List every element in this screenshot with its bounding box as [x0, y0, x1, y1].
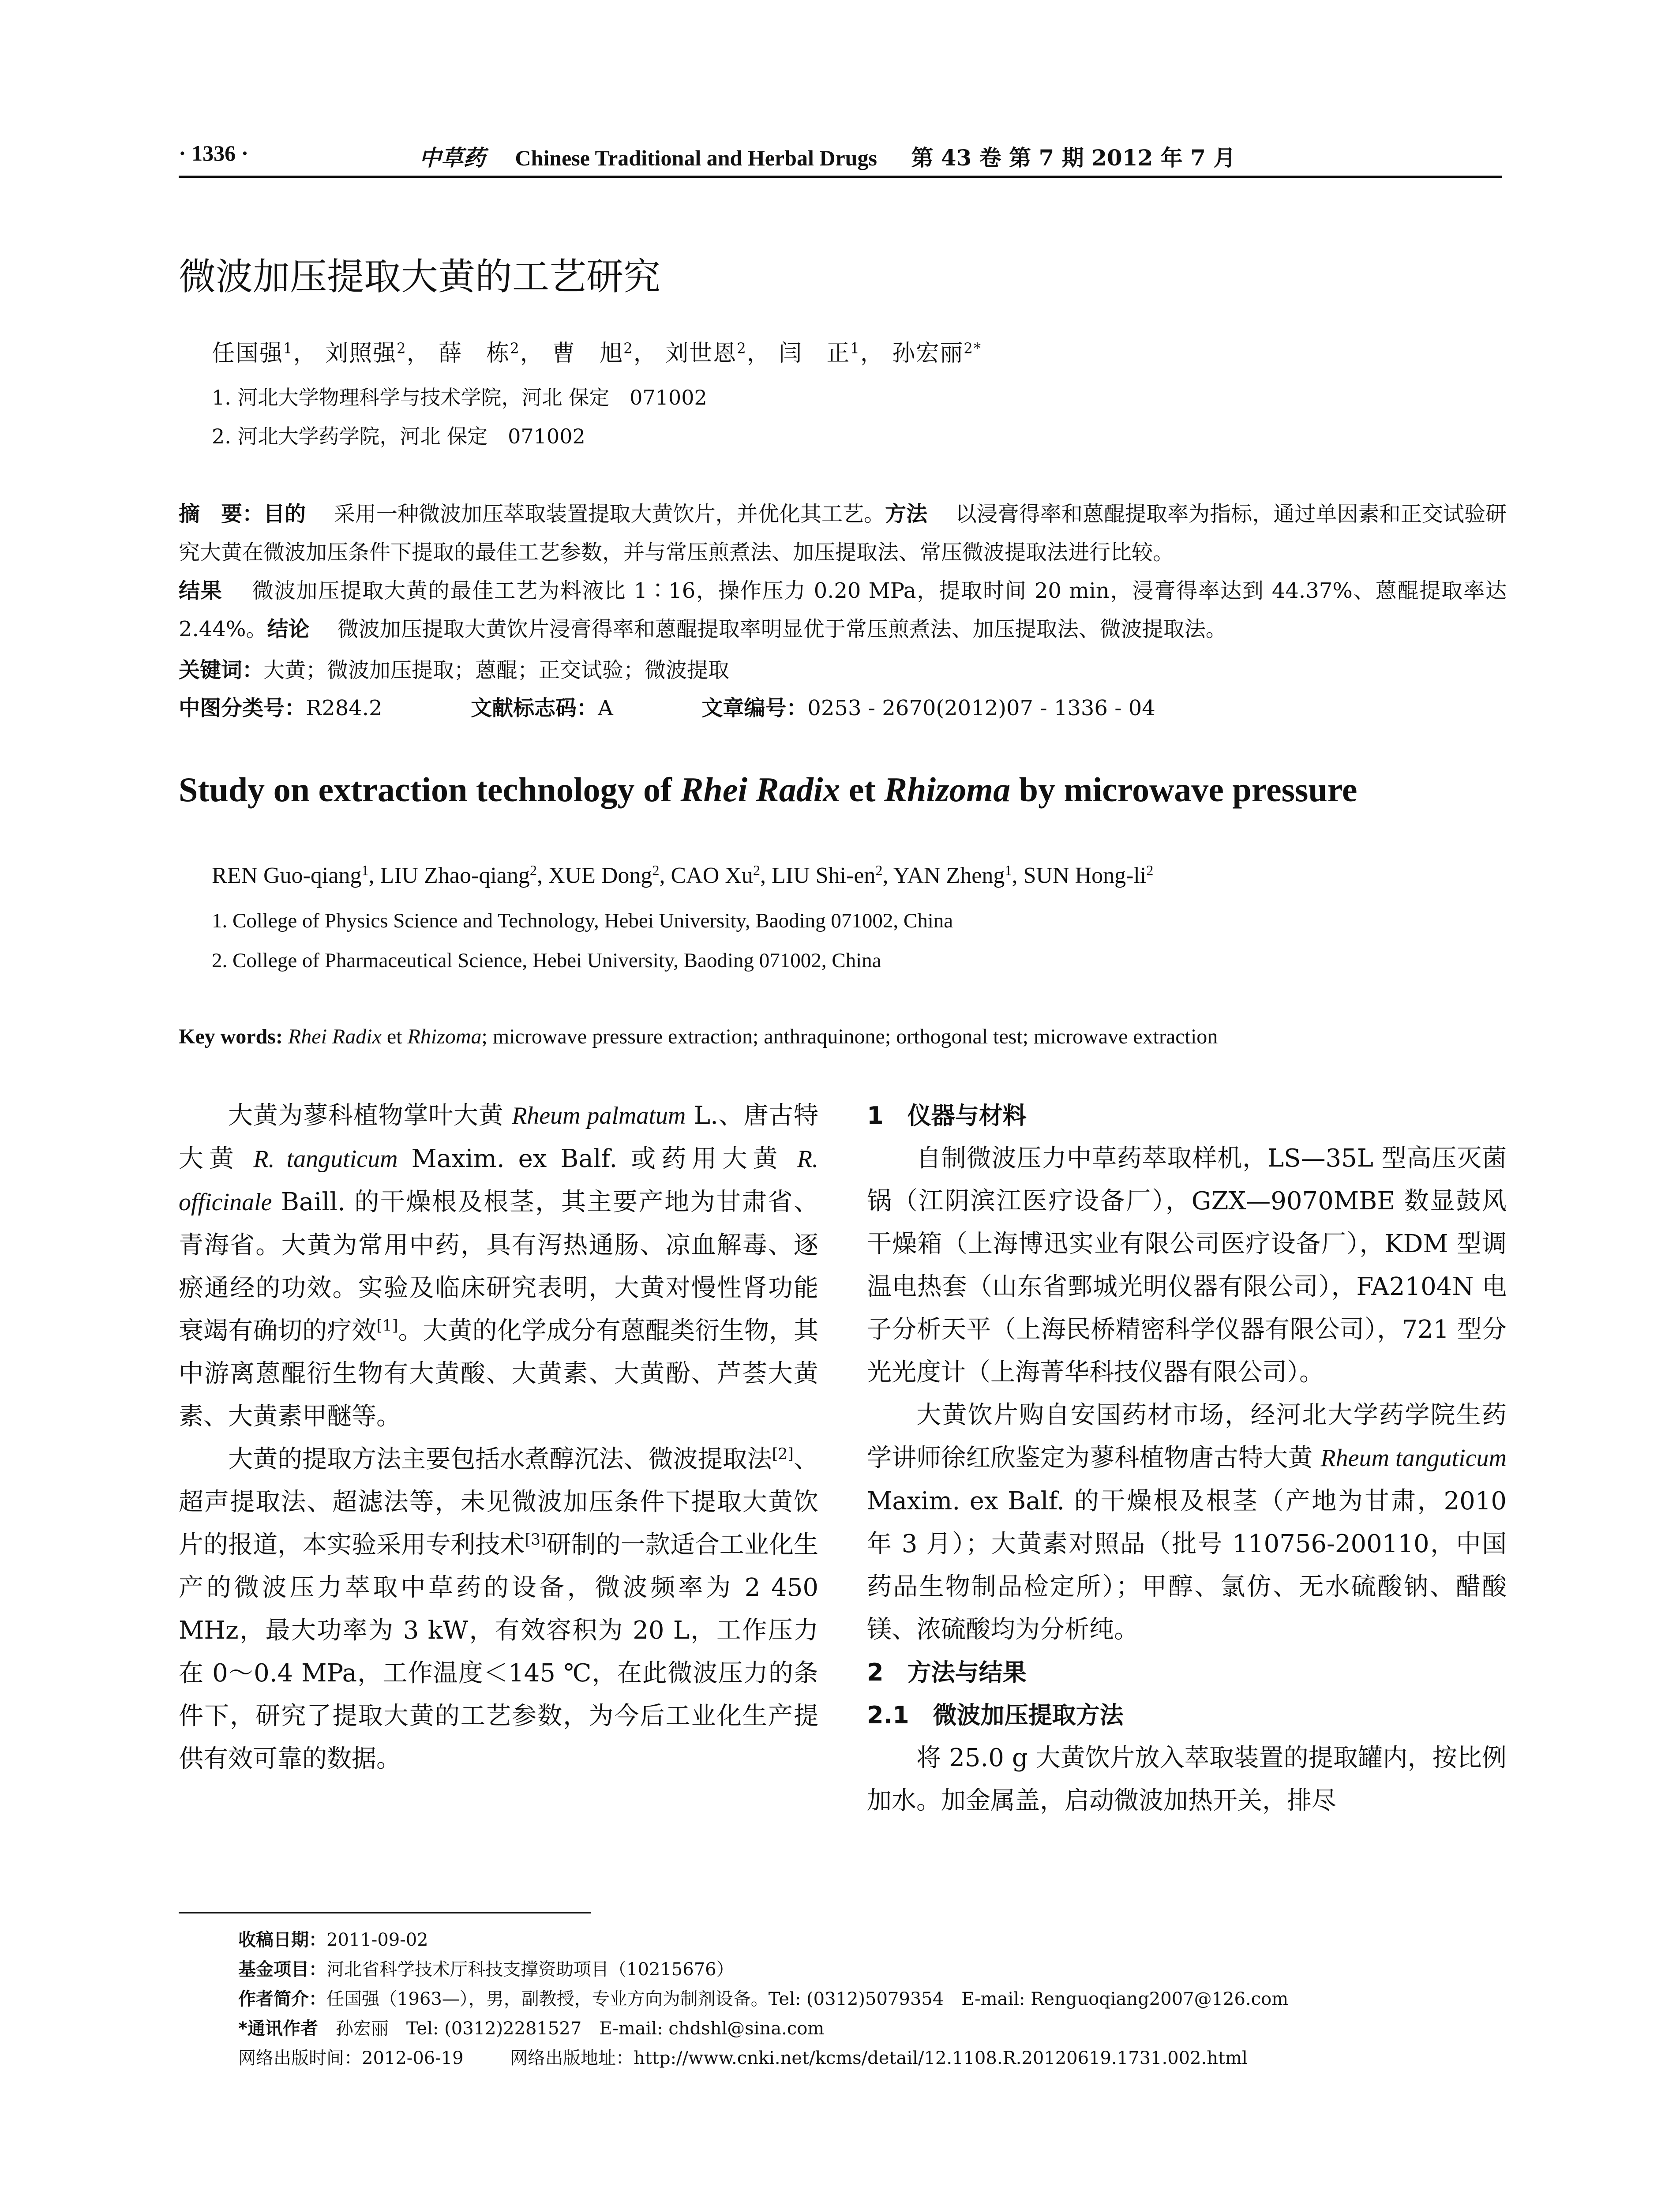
author: SUN Hong-$li^2$	[1023, 862, 1154, 888]
author: 任国强$^1$	[212, 340, 293, 367]
section-heading: 2 方法与结果	[867, 1658, 1027, 1686]
header-rule	[179, 176, 1502, 178]
section-heading: 1 仪器与材料	[867, 1102, 1027, 1129]
online-url-link[interactable]: http://www.cnki.net/kcms/detail/12.1108.R.20120619.1731.002.html	[634, 2048, 1248, 2068]
abstract-cn	[179, 495, 1507, 649]
author: 孙宏丽$^{2*}$	[892, 340, 982, 367]
objective-text: 采用一种微波加压萃取装置提取大黄饮片，并优化其工艺。	[334, 502, 885, 526]
author: 薛 栋$^2$	[439, 340, 520, 367]
affiliation-cn-2: 2. 河北大学药学院，河北 保定 071002	[212, 424, 585, 448]
abstract-label: 摘 要：	[179, 502, 264, 526]
author: LIU Shi-$en^2$	[772, 862, 883, 888]
author: 闫 正$^1$	[779, 340, 860, 367]
body-column-left	[179, 1094, 818, 1780]
body-paragraph: 将 25.0 g 大黄饮片放入萃取装置的提取罐内，按比例加水。加金属盖，启动微波加热开关，排尽	[867, 1744, 1507, 1815]
author: 刘世恩$^2$	[665, 340, 747, 367]
author: XUE Dong$^2$	[548, 862, 660, 888]
citation[interactable]: [2]	[772, 1445, 794, 1463]
article-number-value: 0253 - 2670(2012)07 - 1336 - 04	[807, 696, 1155, 720]
doc-code-value: A	[598, 696, 613, 720]
author: 曹 旭$^2$	[552, 340, 634, 367]
paper-title-en: Study on extraction technology of Rhei Radix et Rhizoma by microwave pressure	[179, 770, 1358, 809]
keywords-cn	[179, 653, 729, 683]
page-number: · 1336 ·	[179, 141, 249, 165]
issue-info: 第 43 卷 第 7 期 2012 年 7 月	[911, 145, 1236, 171]
author: REN Guo-qiang$^1$	[212, 862, 369, 888]
conclusion-label: 结论	[267, 617, 310, 642]
result-label: 结果	[179, 578, 223, 603]
classification-line	[179, 691, 1155, 721]
journal-name-en: Chinese Traditional and Herbal Drugs	[515, 146, 877, 170]
author: CAO Xu$^2$	[671, 862, 760, 888]
method-text: 以浸膏得率和蒽醌提取率为指标，通过单因素和正交试验研究大黄在微波加压条件下提取的最佳工艺参数，并与常压煎煮法、加压提取法、常压微波提取法进行比较。	[179, 502, 1507, 565]
keywords-en-label: Key words:	[179, 1025, 283, 1048]
author-list-en: REN Guo-qiang$^1$, LIU Zhao-qiang$^2$, XUE Dong$^2$, CAO Xu$^2$, LIU Shi-$en^2$, YAN Zheng$^1$, SUN Hong-$li^2$	[212, 862, 1154, 888]
affiliation-en-2: 2. College of Pharmaceutical Science, Hebei University, Baoding 071002, China	[212, 949, 881, 972]
keywords-label: 关键词：	[179, 658, 264, 683]
result-text: 微波加压提取大黄的最佳工艺为料液比 1∶16，操作压力 0.20 MPa，提取时间 20 min，浸膏得率达到 44.37%、蒽醌提取率达 2.44%。	[179, 578, 1507, 642]
clc-label: 中图分类号：	[179, 696, 306, 720]
conclusion-text: 微波加压提取大黄饮片浸膏得率和蒽醌提取率明显优于常压煎煮法、加压提取法、微波提取法。	[337, 617, 1227, 642]
footnote-online: 网络出版时间：2012-06-19 网络出版地址：http://www.cnki.net/kcms/detail/12.1108.R.20120619.1731.002.html	[238, 2048, 1248, 2068]
footnote-rule	[179, 1912, 591, 1913]
author: 刘照强$^2$	[325, 340, 407, 367]
footnote-received: 收稿日期：2011-09-02	[238, 1930, 428, 1950]
citation[interactable]: [1]	[376, 1317, 398, 1335]
objective-label: 目的	[263, 502, 306, 526]
body-column-right	[867, 1094, 1507, 1822]
clc-value: R284.2	[306, 696, 382, 720]
keywords-en: Key words: Rhei Radix et Rhizoma; microwave pressure extraction; anthraquinone; orthogonal test; microwave extraction	[179, 1025, 1218, 1048]
article-number-label: 文章编号：	[701, 696, 808, 720]
body-paragraph: 大黄为蓼科植物掌叶大黄 Rheum palmatum L.、唐古特大黄 R. tanguticum Maxim. ex Balf. 或药用大黄 R. officinale Baill. 的干燥根及根茎，其主要产地为甘肃省、青海省。大黄为常用中药，具有泻热通肠、凉血解毒、逐瘀通经的功效。实验及临床研究表明，大黄对慢性肾功能衰竭有确切的疗效[1]。大黄的化学成分有蒽醌类衍生物，其中游离蒽醌衍生物有大黄酸、大黄素、大黄酚、芦荟大黄素、大黄素甲醚等。	[179, 1101, 819, 1431]
method-label: 方法	[885, 502, 928, 526]
running-header	[419, 140, 1235, 172]
author: LIU Zhao-qiang$^2$	[380, 862, 537, 888]
paper-title-cn: 微波加压提取大黄的工艺研究	[179, 255, 661, 298]
keywords-text: 大黄；微波加压提取；蒽醌；正交试验；微波提取	[263, 658, 730, 683]
affiliation-en-1: 1. College of Physics Science and Technology, Hebei University, Baoding 071002, China	[212, 909, 953, 932]
footnote-author: 作者简介：任国强（1963—），男，副教授，专业方向为制剂设备。Tel: (0312)5079354 E-mail: Renguoqiang2007@126.com	[238, 1989, 1289, 2009]
footnote-fund: 基金项目：河北省科学技术厅科技支撑资助项目（10215676）	[238, 1959, 734, 1980]
body-paragraph: 大黄的提取方法主要包括水煮醇沉法、微波提取法[2]、超声提取法、超滤法等，未见微波加压条件下提取大黄饮片的报道，本实验采用专利技术[3]研制的一款适合工业化生产的微波压力萃取中草药的设备，微波频率为 2 450 MHz，最大功率为 3 kW，有效容积为 20 L，工作压力在 0～0.4 MPa，工作温度＜145 ℃，在此微波压力的条件下，研究了提取大黄的工艺参数，为今后工业化生产提供有效可靠的数据。	[179, 1445, 819, 1773]
subsection-heading: 2.1 微波加压提取方法	[867, 1701, 1124, 1729]
footnote-corresponding: *通讯作者 孙宏丽 Tel: (0312)2281527 E-mail: chdshl@sina.com	[238, 2018, 825, 2039]
affiliation-cn-1: 1. 河北大学物理科学与技术学院，河北 保定 071002	[212, 386, 707, 409]
body-paragraph: 自制微波压力中草药萃取样机，LS—35L 型高压灭菌锅（江阴滨江医疗设备厂），GZX—9070MBE 数显鼓风干燥箱（上海博迅实业有限公司医疗设备厂），KDM 型调温电热套（山东省鄄城光明仪器有限公司），FA2104N 电子分析天平（上海民桥精密科学仪器有限公司），721 型分光光度计（上海菁华科技仪器有限公司）。	[867, 1144, 1507, 1387]
doc-code-label: 文献标志码：	[471, 696, 598, 720]
body-paragraph: 大黄饮片购自安国药材市场，经河北大学药学院生药学讲师徐红欣鉴定为蓼科植物唐古特大黄 Rheum tanguticum Maxim. ex Balf. 的干燥根及根茎（产地为甘肃，2010 年 3 月）；大黄素对照品（批号 110756-200110，中国药品生物制品检定所）；甲醇、氯仿、无水硫酸钠、醋酸镁、浓硫酸均为分析纯。	[867, 1401, 1507, 1644]
author: YAN Zheng$^1$	[893, 862, 1012, 888]
author-list-cn: 任国强$^1$， 刘照强$^2$， 薛 栋$^2$， 曹 旭$^2$， 刘世恩$^2$， 闫 正$^1$， 孙宏丽$^{2*}$	[212, 340, 982, 367]
citation[interactable]: [3]	[525, 1531, 547, 1549]
journal-logo: 中草药	[419, 145, 485, 171]
